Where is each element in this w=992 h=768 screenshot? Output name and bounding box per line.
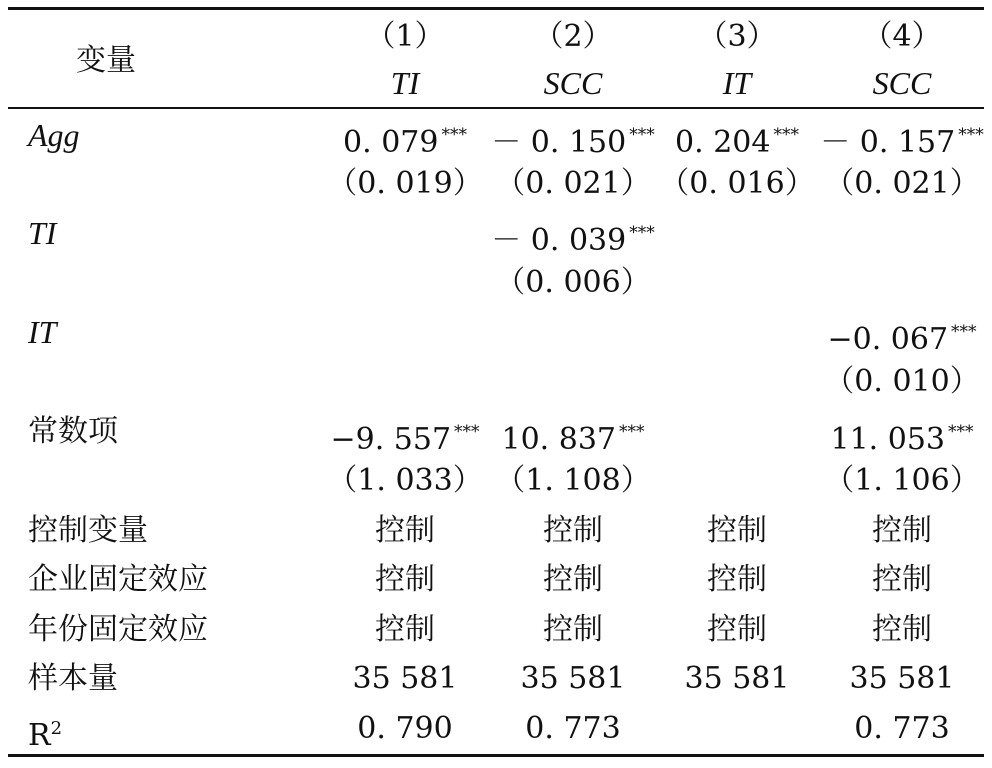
col2-dependent-variable: SCC [543,65,603,101]
year-fe-3: 控制 [707,612,767,647]
r-squared-1: 0. 790 [357,711,453,746]
year-fe-2: 控制 [543,612,603,647]
ti-se-2: （0. 006） [495,265,651,300]
row-label-r-squared: $R^2$ [28,718,63,753]
agg-coef-2: － 0. 150 *** [491,125,655,160]
bottom-rule [8,754,984,757]
variable-header: 变量 [76,43,136,78]
row-label-it: IT [28,314,57,350]
sample-size-3: 35 581 [684,661,790,696]
controls-4: 控制 [872,513,932,548]
firm-fe-2: 控制 [543,562,603,597]
col2-number: （2） [533,19,613,54]
it-se-4: （0. 010） [824,364,980,399]
sample-size-1: 35 581 [352,661,458,696]
row-label-firm-fe: 企业固定效应 [28,562,208,597]
agg-se-4: （0. 021） [824,166,980,201]
col3-dependent-variable: IT [722,65,752,101]
top-rule [8,7,984,10]
it-coef-4: −0. 067 *** [827,322,977,357]
col4-dependent-variable: SCC [872,65,932,101]
row-label-sample-size: 样本量 [28,661,118,696]
firm-fe-3: 控制 [707,562,767,597]
year-fe-4: 控制 [872,612,932,647]
row-label-controls: 控制变量 [28,513,148,548]
row-label-constant: 常数项 [28,414,118,449]
year-fe-1: 控制 [375,612,435,647]
col4-number: （4） [862,19,942,54]
agg-coef-1: 0. 079 *** [343,125,467,160]
r-squared-2: 0. 773 [525,711,621,746]
row-label-year-fe: 年份固定效应 [28,612,208,647]
const-se-1: （1. 033） [327,463,483,498]
controls-1: 控制 [375,513,435,548]
controls-3: 控制 [707,513,767,548]
r-squared-4: 0. 773 [854,711,950,746]
sample-size-2: 35 581 [520,661,626,696]
const-coef-2: 10. 837 *** [501,422,645,457]
col3-number: （3） [697,19,777,54]
const-se-4: （1. 106） [824,463,980,498]
agg-se-3: （0. 016） [659,166,815,201]
agg-coef-3: 0. 204 *** [675,125,799,160]
const-coef-1: −9. 557 *** [330,422,480,457]
firm-fe-4: 控制 [872,562,932,597]
controls-2: 控制 [543,513,603,548]
row-label-agg: Agg [28,117,80,153]
firm-fe-1: 控制 [375,562,435,597]
agg-se-2: （0. 021） [495,166,651,201]
ti-coef-2: － 0. 039 *** [491,223,655,258]
row-label-ti: TI [28,215,57,251]
agg-se-1: （0. 019） [327,166,483,201]
sample-size-4: 35 581 [849,661,955,696]
const-coef-4: 11. 053 *** [830,422,974,457]
col1-number: （1） [365,19,445,54]
col1-dependent-variable: TI [390,65,420,101]
agg-coef-4: － 0. 157 *** [820,125,984,160]
const-se-2: （1. 108） [495,463,651,498]
